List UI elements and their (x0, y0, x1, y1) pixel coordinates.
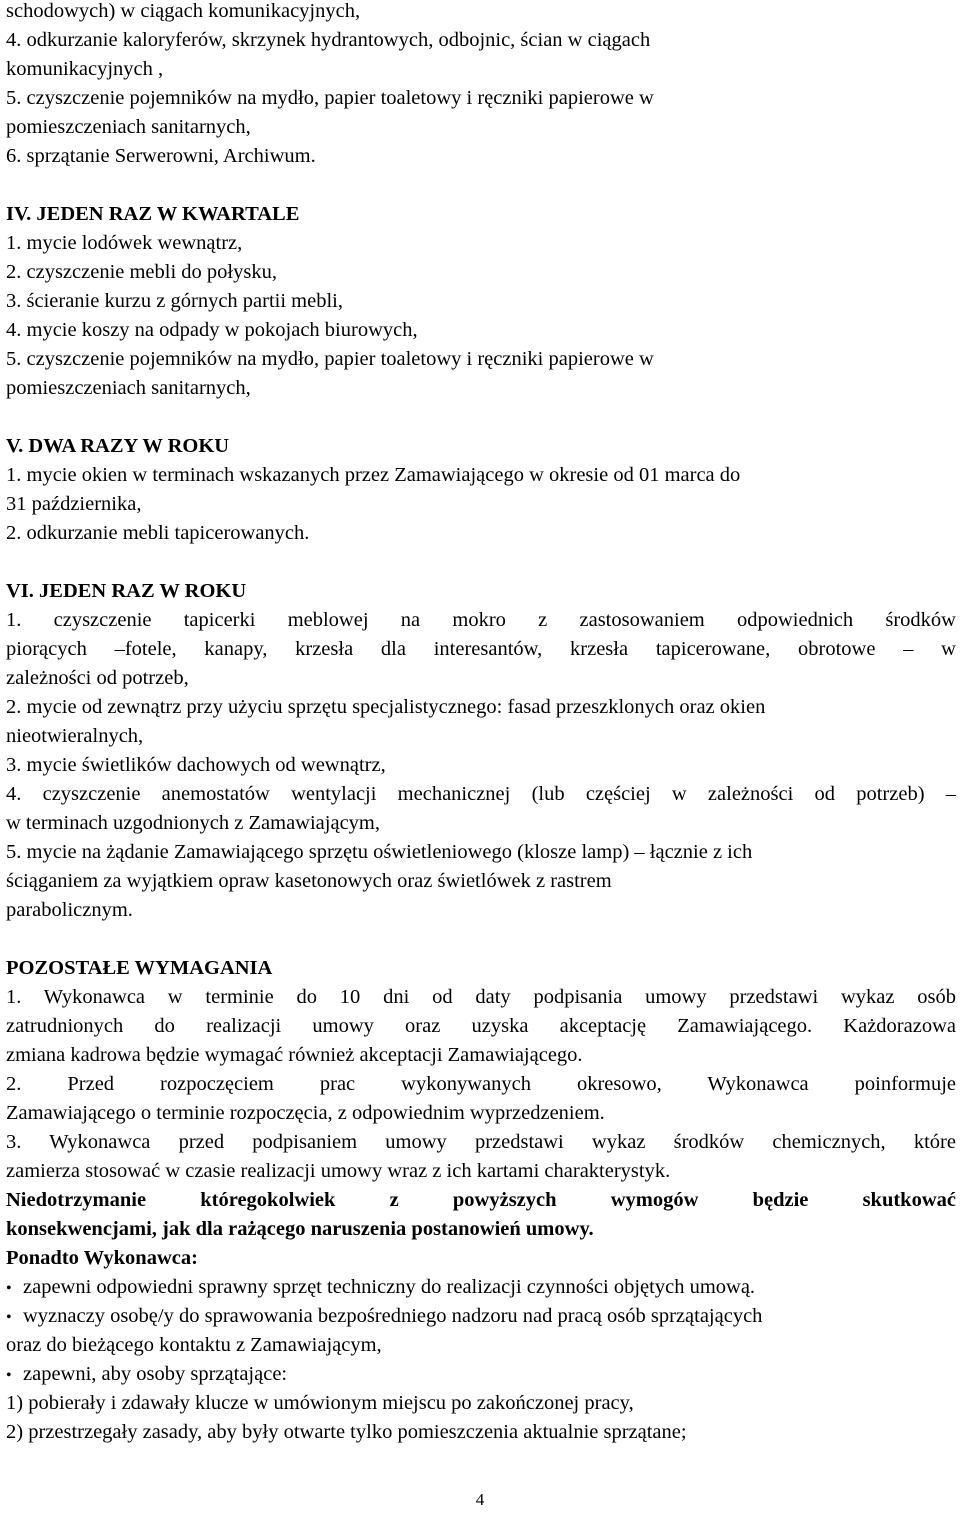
bullet-icon: • (6, 1280, 12, 1297)
list-item: 4. mycie koszy na odpady w pokojach biurowych, (6, 319, 418, 341)
list-item: 5. czyszczenie pojemników na mydło, papier toaletowy i ręczniki papierowe w (6, 87, 654, 109)
list-item: 1. mycie lodówek wewnątrz, (6, 232, 243, 254)
spacer (6, 403, 956, 432)
list-item: 2. mycie od zewnątrz przy użyciu sprzętu specjalistycznego: fasad przeszklonych oraz okien (6, 696, 766, 718)
spacer (6, 925, 956, 954)
section-other-requirements (6, 954, 956, 1447)
bullet-icon: • (6, 1367, 12, 1384)
list-item: 1. czyszczenie tapicerki meblowej na mokro z zastosowaniem odpowiednich środków (6, 609, 956, 631)
list-item: 3. Wykonawca przed podpisaniem umowy przedstawi wykaz środków chemicznych, które (6, 1131, 956, 1153)
text-line: Zamawiającego o terminie rozpoczęcia, z odpowiednim wyprzedzeniem. (6, 1102, 605, 1124)
list-item: 2. odkurzanie mebli tapicerowanych. (6, 522, 310, 544)
sub-list-item: 1) pobierały i zdawały klucze w umówionym miejscu po zakończonej pracy, (6, 1392, 634, 1414)
document-page (6, 0, 956, 1447)
bullet-text: zapewni odpowiedni sprawny sprzęt techniczny do realizacji czynności objętych umową. (23, 1276, 756, 1298)
list-item: 1. mycie okien w terminach wskazanych przez Zamawiającego w okresie od 01 marca do (6, 464, 741, 486)
section-v (6, 432, 956, 548)
bullet-item (6, 1302, 956, 1331)
bullet-icon: • (6, 1309, 12, 1326)
text-line: zmiana kadrowa będzie wymagać również akceptacji Zamawiającego. (6, 1044, 583, 1066)
text-line: zatrudnionych do realizacji umowy oraz uzyska akceptację Zamawiającego. Każdorazowa (6, 1015, 956, 1037)
section-heading: IV. JEDEN RAZ W KWARTALE (6, 203, 300, 225)
text-line: nieotwieralnych, (6, 725, 144, 747)
bullet-text: zapewni, aby osoby sprzątające: (23, 1363, 288, 1385)
list-item: 3. ścieranie kurzu z górnych partii mebli, (6, 290, 343, 312)
text-line: parabolicznym. (6, 899, 133, 921)
bullet-text: wyznaczy osobę/y do sprawowania bezpośredniego nadzoru nad pracą osób sprzątających (23, 1305, 763, 1327)
text-line: 31 października, (6, 493, 142, 515)
text-line: oraz do bieżącego kontaktu z Zamawiającym, (6, 1334, 382, 1356)
list-item: 2. Przed rozpoczęciem prac wykonywanych okresowo, Wykonawca poinformuje (6, 1073, 956, 1095)
list-item: 5. mycie na żądanie Zamawiającego sprzętu oświetleniowego (klosze lamp) – łącznie z ich (6, 841, 753, 863)
text-line: pomieszczeniach sanitarnych, (6, 377, 251, 399)
list-item: 5. czyszczenie pojemników na mydło, papier toaletowy i ręczniki papierowe w (6, 348, 654, 370)
moreover-label: Ponadto Wykonawca: (6, 1247, 198, 1269)
section-iv (6, 200, 956, 403)
list-item: 1. Wykonawca w terminie do 10 dni od daty podpisania umowy przedstawi wykaz osób (6, 986, 956, 1008)
list-item: 4. odkurzanie kaloryferów, skrzynek hydrantowych, odbojnic, ścian w ciągach (6, 29, 651, 51)
section-heading: VI. JEDEN RAZ W ROKU (6, 580, 247, 602)
text-line: ściąganiem za wyjątkiem opraw kasetonowych oraz świetlówek z rastrem (6, 870, 612, 892)
list-item: 4. czyszczenie anemostatów wentylacji mechanicznej (lub częściej w zależności od potrzeb) – (6, 783, 956, 805)
warning-text: konsekwencjami, jak dla rażącego naruszenia postanowień umowy. (6, 1218, 594, 1240)
spacer (6, 548, 956, 577)
bullet-item (6, 1360, 956, 1389)
text-line: zależności od potrzeb, (6, 667, 189, 689)
text-line: komunikacyjnych , (6, 58, 164, 80)
list-item: 2. czyszczenie mebli do połysku, (6, 261, 277, 283)
warning-text: Niedotrzymanie któregokolwiek z powyższych wymogów będzie skutkować (6, 1189, 956, 1211)
text-line: zamierza stosować w czasie realizacji umowy wraz z ich kartami charakterystyk. (6, 1160, 671, 1182)
text-line: piorących –fotele, kanapy, krzesła dla interesantów, krzesła tapicerowane, obrotowe – w (6, 638, 956, 660)
section-heading: POZOSTAŁE WYMAGANIA (6, 957, 273, 979)
sub-list-item: 2) przestrzegały zasady, aby były otwarte tylko pomieszczenia aktualnie sprzątane; (6, 1421, 687, 1443)
list-item: 6. sprzątanie Serwerowni, Archiwum. (6, 145, 316, 167)
list-item: 3. mycie świetlików dachowych od wewnątrz, (6, 754, 386, 776)
bullet-item (6, 1273, 956, 1302)
previous-section-tail (6, 0, 956, 171)
text-line: pomieszczeniach sanitarnych, (6, 116, 251, 138)
text-line: schodowych) w ciągach komunikacyjnych, (6, 0, 361, 22)
text-line: w terminach uzgodnionych z Zamawiającym, (6, 812, 380, 834)
section-heading: V. DWA RAZY W ROKU (6, 435, 230, 457)
page-number: 4 (475, 1490, 485, 1509)
section-vi (6, 577, 956, 925)
spacer (6, 171, 956, 200)
